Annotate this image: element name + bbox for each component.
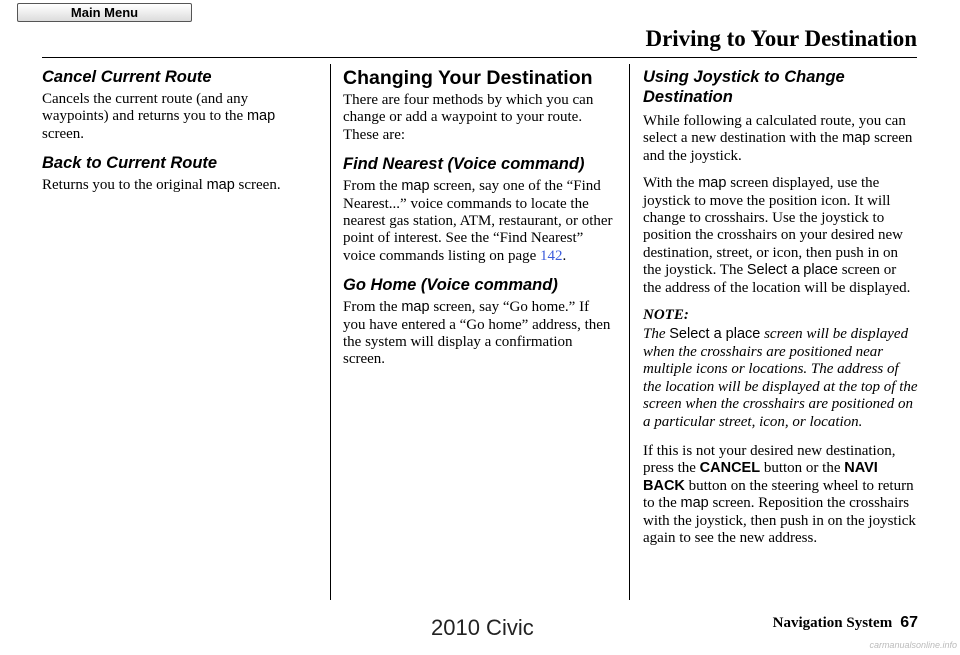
joystick-text-part: If this is not your desired new destination, press the <box>643 442 896 477</box>
cancel-text-part: Cancels the current route (and any waypoints) and returns you to the <box>42 91 249 125</box>
select-a-place-term: Select a place <box>669 326 761 343</box>
page-footer <box>773 614 918 632</box>
joystick-text-part: screen and the joystick. <box>643 130 913 164</box>
map-term: map <box>680 495 709 512</box>
site-watermark: carmanualsonline.info <box>869 640 957 650</box>
cancel-route-heading: Cancel Current Route <box>42 68 212 86</box>
joystick-text-part: With the <box>643 175 699 192</box>
joystick-text-part: While following a calculated route, you can select a new destination with the <box>643 113 906 147</box>
go-home-text <box>343 299 615 369</box>
note-text-part: screen will be displayed when the crosshairs are positioned near multiple icons or locations. The address of the location will be displayed at the top of the screen when the crosshairs are positioned on a particular street, icon, or location. <box>643 326 918 430</box>
column-2 <box>343 67 615 379</box>
joystick-text-part: screen displayed, use the joystick to move the position icon. It will change to crosshairs. Use the joystick to position the crosshairs on your desired new destination, street, or icon, then push in on the joystick. The <box>643 175 903 279</box>
joystick-text-part: button or the <box>760 460 845 477</box>
joystick-text-part: screen. Reposition the crosshairs with the joystick, then push in on the joystick again to see the new address. <box>643 495 916 546</box>
column-divider-2 <box>629 64 630 600</box>
column-3 <box>643 67 918 557</box>
header-divider <box>42 57 917 58</box>
note-text-part: The <box>643 326 670 343</box>
joystick-text-1 <box>643 113 918 165</box>
find-text-part: . <box>562 247 567 264</box>
map-term: map <box>246 108 276 125</box>
changing-destination-heading: Changing Your Destination <box>343 67 593 89</box>
find-nearest-heading: Find Nearest (Voice command) <box>343 155 585 174</box>
cancel-button-term: CANCEL <box>699 460 761 477</box>
navi-back-button-term: NAVI BACK <box>643 460 878 494</box>
joystick-heading: Using Joystick to Change Destination <box>643 68 845 106</box>
map-term: map <box>698 175 727 192</box>
joystick-text-part: screen or the address of the location will be displayed. <box>643 262 911 296</box>
back-text-part: screen. <box>234 177 281 194</box>
select-a-place-term: Select a place <box>746 262 838 279</box>
map-term: map <box>401 178 430 195</box>
note-text <box>643 326 918 430</box>
back-text-part: Returns you to the original <box>42 177 207 194</box>
column-1 <box>42 67 317 205</box>
back-route-text <box>42 177 317 194</box>
find-text-part: From the <box>343 178 402 195</box>
column-divider-1 <box>330 64 331 600</box>
map-term: map <box>842 130 871 147</box>
find-text-part: screen, say one of the “Find Nearest...” voice commands to locate the nearest gas station, ATM, restaurant, or other point of interest. See the “Find Nearest” voice commands listing on page <box>343 178 613 264</box>
cancel-text-part: screen. <box>42 125 85 142</box>
page-title: Driving to Your Destination <box>645 26 917 51</box>
map-term: map <box>206 177 235 194</box>
joystick-text-3 <box>643 443 918 547</box>
back-route-heading: Back to Current Route <box>42 154 218 173</box>
note-label: NOTE: <box>643 307 689 324</box>
changing-destination-text: There are four methods by which you can change or add a waypoint to your route. These are: <box>343 92 594 143</box>
joystick-text-2 <box>643 175 918 297</box>
page-142-link[interactable]: 142 <box>540 247 563 264</box>
map-term: map <box>401 299 430 316</box>
footer-section: Navigation System <box>772 615 893 631</box>
go-home-heading: Go Home (Voice command) <box>343 276 558 295</box>
find-nearest-text <box>343 178 615 265</box>
home-text-part: From the <box>343 299 402 316</box>
main-menu-button[interactable]: Main Menu <box>17 3 192 22</box>
joystick-text-part: button on the steering wheel to return to the <box>643 477 914 512</box>
page-number: 67 <box>900 614 918 631</box>
cancel-route-text <box>42 91 317 143</box>
model-watermark: 2010 Civic <box>431 615 534 640</box>
home-text-part: screen, say “Go home.” If you have entered a “Go home” address, then the system will display a confirmation screen. <box>343 299 611 368</box>
